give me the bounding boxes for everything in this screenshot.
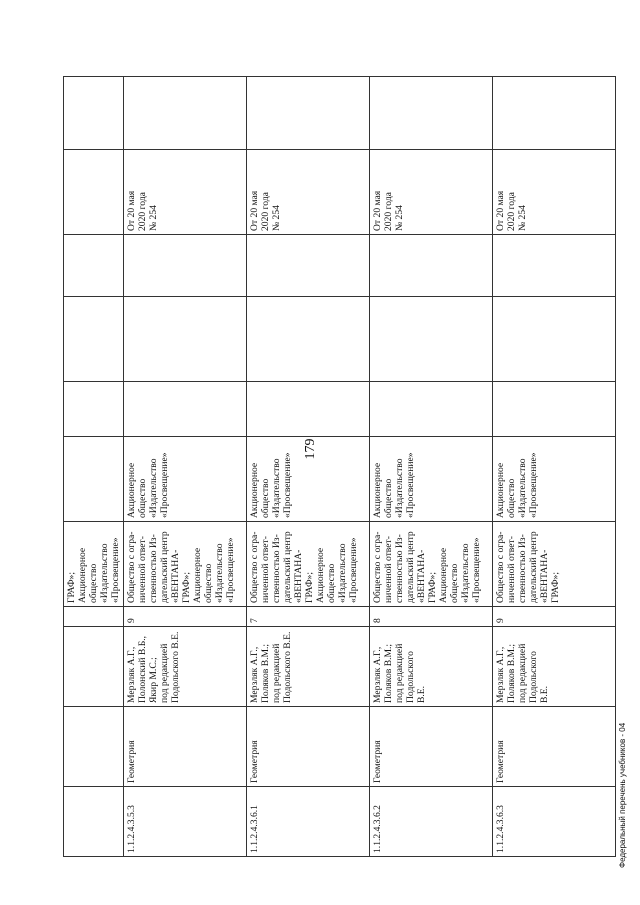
cell-number: 1.1.2.4.3.6.2 — [370, 787, 493, 857]
cell-col9 — [370, 235, 493, 297]
cell-legal-successor — [64, 437, 124, 522]
cell-subject — [64, 707, 124, 787]
cell-subject: Геометрия — [247, 707, 370, 787]
cell-publisher: Общество с огра- ниченной ответ- ственностью Из- дательский центр «ВЕНТАНА- ГРАФ»; — [493, 522, 616, 607]
cell-col9 — [124, 235, 247, 297]
cell-col7 — [493, 382, 616, 437]
table-row — [247, 77, 370, 857]
cell-order: От 20 мая 2020 года № 254 — [370, 150, 493, 235]
continuation-row — [64, 77, 124, 857]
table-row — [124, 77, 247, 857]
cell-authors: Мерзляк А.Г., Поляков В.М.; под редакцией Подольского В.Е. — [493, 627, 616, 707]
cell-col9 — [493, 235, 616, 297]
cell-grade: 8 — [370, 607, 493, 627]
table-row — [370, 77, 493, 857]
cell-publisher: Общество с огра- ниченной ответ- ственностью Из- дательский центр «ВЕНТАНА- ГРАФ»; Акционерное общество «Издательство «Просвещение» — [247, 522, 370, 607]
cell-legal-successor: Акционерное общество «Издательство «Просвещение» — [370, 437, 493, 522]
cell-number: 1.1.2.4.3.5.3 — [124, 787, 247, 857]
cell-publisher: ГРАФ»; Акционерное общество «Издательство «Просвещение» — [64, 522, 124, 607]
cell-grade — [64, 607, 124, 627]
cell-col11 — [64, 77, 124, 150]
cell-subject: Геометрия — [493, 707, 616, 787]
cell-authors: Мерзляк А.Г., Полонский В.Б., Якир М.С.; под редакцией Подольского В.Е. — [124, 627, 247, 707]
cell-col11 — [124, 77, 247, 150]
cell-number — [64, 787, 124, 857]
cell-col7 — [370, 382, 493, 437]
cell-col7 — [124, 382, 247, 437]
cell-subject: Геометрия — [124, 707, 247, 787]
cell-col8 — [370, 297, 493, 382]
cell-number: 1.1.2.4.3.6.3 — [493, 787, 616, 857]
cell-col8 — [247, 297, 370, 382]
footer-text: Федеральный перечень учебников - 04 — [618, 722, 627, 868]
cell-col7 — [247, 382, 370, 437]
cell-grade: 9 — [493, 607, 616, 627]
cell-order: От 20 мая 2020 года № 254 — [247, 150, 370, 235]
cell-col7 — [64, 382, 124, 437]
cell-authors — [64, 627, 124, 707]
table-row — [493, 77, 616, 857]
rotated-table-container — [63, 77, 623, 857]
cell-legal-successor: Акционерное общество «Издательство «Просвещение» — [247, 437, 370, 522]
cell-col8 — [64, 297, 124, 382]
cell-publisher: Общество с огра- ниченной ответ- ственностью Из- дательский центр «ВЕНТАНА- ГРАФ»; Акционерное общество «Издательство «Просвещение» — [370, 522, 493, 607]
cell-col11 — [493, 77, 616, 150]
page-number-text: 179 — [303, 438, 318, 460]
cell-col9 — [64, 235, 124, 297]
cell-authors: Мерзляк А.Г., Поляков В.М.; под редакцией Подольского В.Е. — [247, 627, 370, 707]
cell-authors: Мерзляк А.Г., Поляков В.М.; под редакцией Подольского В.Е. — [370, 627, 493, 707]
cell-col11 — [247, 77, 370, 150]
cell-order: От 20 мая 2020 года № 254 — [493, 150, 616, 235]
cell-col11 — [370, 77, 493, 150]
cell-legal-successor: Акционерное общество «Издательство «Просвещение» — [493, 437, 616, 522]
cell-number: 1.1.2.4.3.6.1 — [247, 787, 370, 857]
cell-col8 — [124, 297, 247, 382]
cell-subject: Геометрия — [370, 707, 493, 787]
cell-order: От 20 мая 2020 года № 254 — [124, 150, 247, 235]
cell-col8 — [493, 297, 616, 382]
footer — [618, 722, 627, 869]
cell-grade: 7 — [247, 607, 370, 627]
textbook-table — [63, 76, 616, 857]
cell-legal-successor: Акционерное общество «Издательство «Просвещение» — [124, 437, 247, 522]
cell-publisher: Общество с огра- ниченной ответ- ственностью Из- дательский центр «ВЕНТАНА- ГРАФ»; Акционерное общество «Издательство «Просвещение» — [124, 522, 247, 607]
cell-order — [64, 150, 124, 235]
cell-col9 — [247, 235, 370, 297]
cell-grade: 9 — [124, 607, 247, 627]
